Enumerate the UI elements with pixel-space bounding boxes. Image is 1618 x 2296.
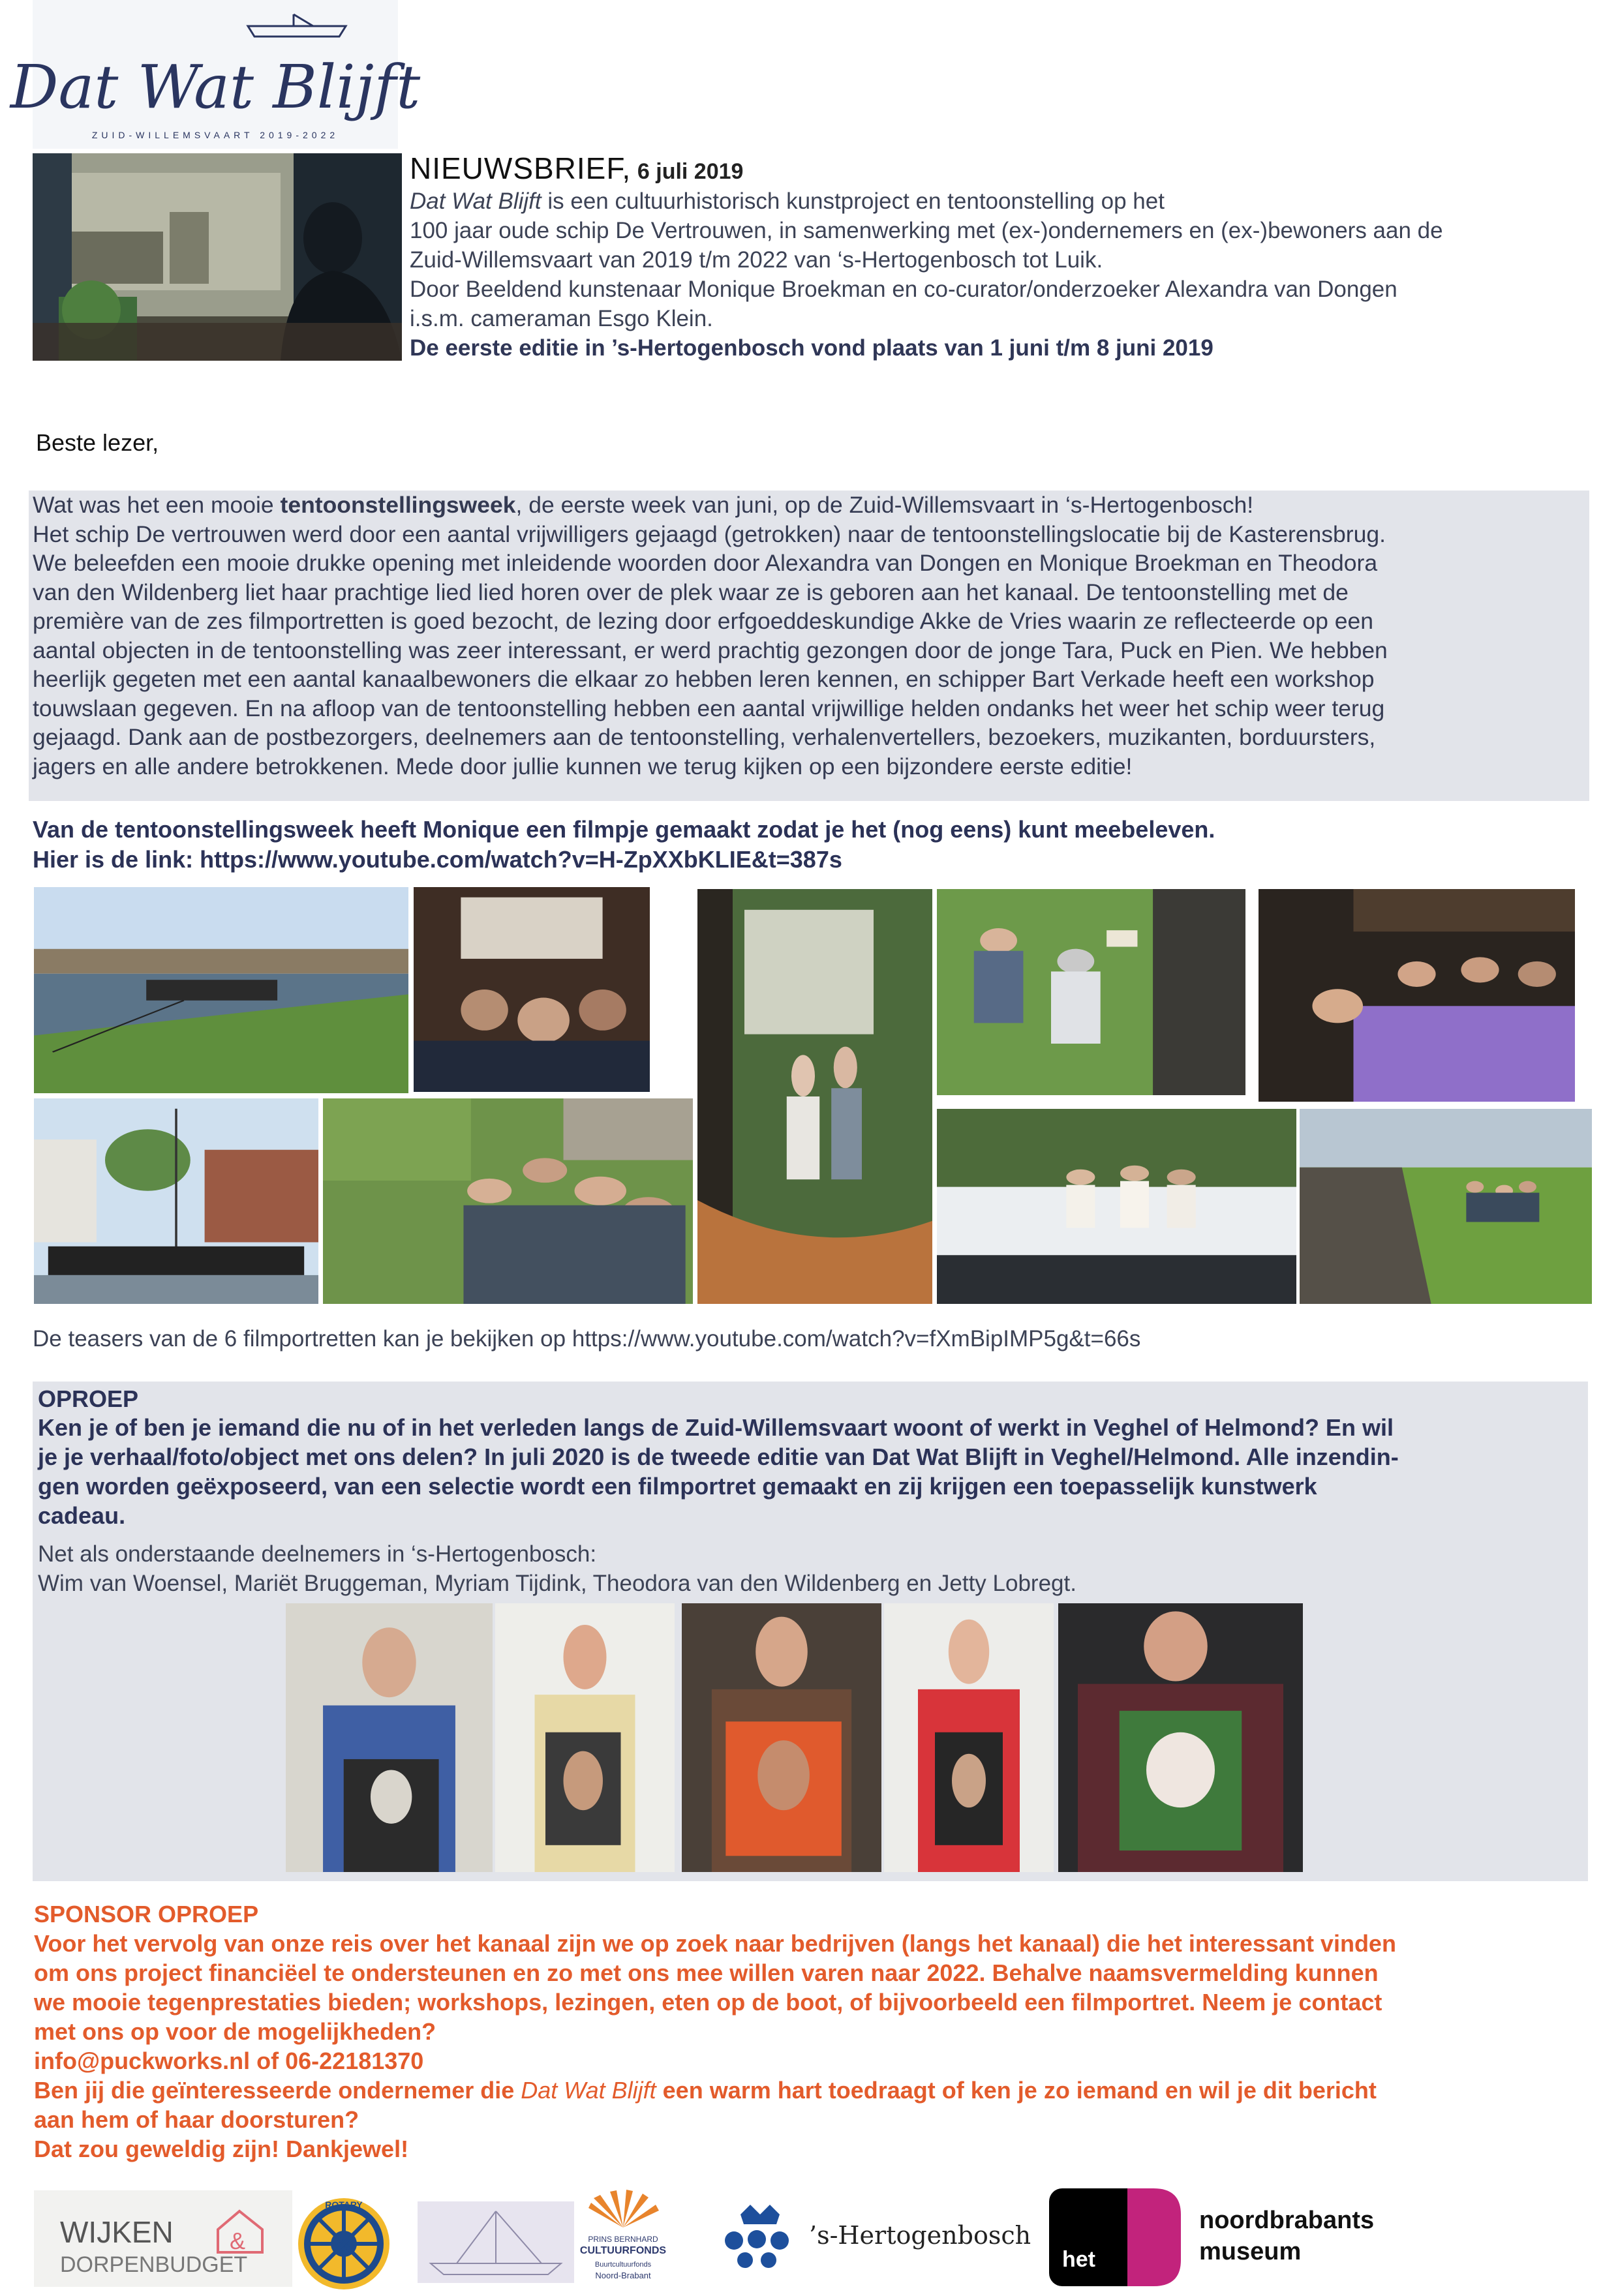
report-line: We beleefden een mooie drukke opening met inleidende woorden door Alexandra van Dongen en Monique Broekman en Theodora [33, 550, 1378, 576]
report-line: gejaagd. Dank aan de postbezorgers, deelnemers aan de tentoonstelling, verhalenvertellers, bezoekers, muzikanten, borduursters, [33, 724, 1376, 750]
museum-het: het [1062, 2247, 1095, 2272]
oproep-line: gen worden geëxposeerd, van een selectie wordt een filmportret gemaakt en zij krijgen een toepasselijk kunstwerk [38, 1473, 1317, 1500]
portrait-participant [286, 1603, 493, 1872]
intro-line-4: Door Beeldend kunstenaar Monique Broekman en co-curator/onderzoeker Alexandra van Dongen [410, 277, 1397, 302]
pb-line3: Buurtcultuurfonds [594, 2261, 652, 2269]
rotary-text: ROTARY [325, 2199, 363, 2210]
logo-wijken-dorpenbudget [34, 2190, 292, 2287]
report-line: Het schip De vertrouwen werd door een aantal vrijwilligers gejaagd (getrokken) naar de tentoonstellingslocatie bij de Kasterensbrug. [33, 521, 1386, 547]
portrait-participant [682, 1603, 881, 1872]
pb-line2: CULTUURFONDS [579, 2245, 667, 2256]
sponsor-line: we mooie tegenprestaties bieden; workshops, lezingen, eten op de boot, of bijvoorbeeld een filmportret. Neem je contact [34, 1989, 1382, 2016]
logo-prins-bernhard-cultuurfonds [568, 2188, 679, 2286]
photo-towing-ship [34, 887, 408, 1093]
portrait-participant [495, 1603, 675, 1872]
wijken-text: WIJKEN [60, 2215, 174, 2249]
participants-names: Wim van Woensel, Mariët Bruggeman, Myriam Tijdink, Theodora van den Wildenberg en Jetty Lobregt. [38, 1571, 1076, 1596]
newsletter-date: 6 juli 2019 [637, 159, 744, 184]
report-line: touwslaan gegeven. En na afloop van de tentoonstelling hebben een aantal vrijwillige helden ondanks het weer het schip weer terug [33, 695, 1385, 721]
intro-block [410, 150, 1597, 363]
sponsor-line: Voor het vervolg van onze reis over het kanaal zijn we op zoek naar bedrijven (langs het kanaal) die het interessant vinden [34, 1930, 1396, 1957]
photo-ship-city [34, 1098, 318, 1304]
oproep-line: je je verhaal/foto/object met ons delen? In juli 2020 is de tweede editie van Dat Wat Blijft in Veghel/Helmond. Alle inzendin- [38, 1443, 1399, 1470]
pb-line4: Noord-Brabant [595, 2271, 651, 2280]
participants-intro: Net als onderstaande deelnemers in ‘s-Hertogenbosch: [38, 1541, 597, 1567]
oproep-body [38, 1413, 1578, 1530]
logo-subtitle: ZUID-WILLEMSVAART 2019-2022 [91, 130, 339, 140]
wijken-amp: & [230, 2228, 246, 2254]
teaser-link[interactable]: De teasers van de 6 filmportretten kan je bekijken op https://www.youtube.com/watch?v=fXmBipIMP5g&t=66s [33, 1326, 1141, 1352]
portrait-participant [1058, 1603, 1303, 1872]
photo-volunteers [1300, 1109, 1592, 1304]
intro-line-3: Zuid-Willemsvaart van 2019 t/m 2022 van ‘s-Hertogenbosch tot Luik. [410, 247, 1103, 273]
exhibition-report [29, 491, 1589, 801]
salutation: Beste lezer, [36, 429, 159, 456]
intro-line-1: is een cultuurhistorisch kunstproject en tentoonstelling op het [541, 189, 1165, 214]
portrait-participant [884, 1603, 1054, 1872]
forward-text: een warm hart toedraagt of ken je zo iemand en wil je dit bericht [656, 2077, 1377, 2104]
museum-line-1: noordbrabants [1199, 2207, 1375, 2234]
report-text: , de eerste week van juni, op de Zuid-Willemsvaart in ‘s-Hertogenbosch! [515, 492, 1254, 518]
forward-project-name: Dat Wat Blijft [521, 2077, 656, 2104]
museum-line-2: museum [1199, 2238, 1302, 2265]
forward-text: Ben jij die geïnteresseerde ondernemer die [34, 2077, 521, 2104]
logo-ship-drawing [418, 2201, 574, 2283]
intro-line-5: i.s.m. cameraman Esgo Klein. [410, 306, 713, 331]
pb-line1: PRINS BERNHARD [588, 2235, 658, 2244]
photo-dinner [1259, 889, 1575, 1102]
newsletter-title: NIEUWSBRIEF, [410, 151, 632, 185]
dorpenbudget-text: DORPENBUDGET [60, 2252, 248, 2277]
sponsor-forward-2: aan hem of haar doorsturen? [34, 2106, 359, 2133]
report-text: Wat was het een mooie [33, 492, 281, 518]
sponsor-closing: Dat zou geweldig zijn! Dankjewel! [34, 2136, 409, 2162]
report-line: van den Wildenberg liet haar prachtige lied lied horen over de plek waar ze is geboren aan het kanaal. De tentoonstelling met de [33, 579, 1349, 605]
sponsor-line: om ons project financiëel te ondersteunen en zo met ons mee willen varen naar 2022. Behalve naamsvermelding kunnen [34, 1959, 1379, 1986]
oproep-line: Ken je of ben je iemand die nu of in het verleden langs de Zuid-Willemsvaart woont of werkt in Veghel of Helmond? En wil [38, 1414, 1394, 1441]
intro-line-6: De eerste editie in ’s-Hertogenbosch vond plaats van 1 juni t/m 8 juni 2019 [410, 335, 1214, 361]
photo-accordion-player [697, 889, 932, 1304]
report-line: jagers en alle andere betrokkenen. Mede door jullie kunnen we terug kijken op een bijzondere eerste editie! [33, 753, 1133, 779]
intro-line-2: 100 jaar oude schip De Vertrouwen, in samenwerking met (ex-)ondernemers en (ex-)bewoners aan de [410, 218, 1443, 243]
museum-name [1199, 2205, 1374, 2267]
report-line: première van de zes filmportretten is goed bezocht, de lezing door erfgoeddeskundige Akke de Vries waarin ze reflecteerde op een [33, 608, 1373, 634]
participants-note [38, 1539, 1578, 1598]
logo-museum-mark [1049, 2188, 1181, 2286]
video-link-block [33, 815, 1585, 875]
video-link[interactable]: Hier is de link: https://www.youtube.com/watch?v=H-ZpXXbKLIE&t=387s [33, 846, 842, 873]
sponsor-section [34, 1899, 1587, 2164]
intro-project-name: Dat Wat Blijft [410, 189, 542, 214]
report-line [29, 491, 1589, 520]
logo-den-bosch-crest [708, 2201, 806, 2273]
report-line: heerlijk gegeten met een aantal kanaalbewoners die elkaar zo hebben leren kennen, en schipper Bart Verkade heeft een workshop [33, 666, 1375, 692]
logo-rotary [295, 2195, 393, 2293]
sponsor-contact[interactable]: info@puckworks.nl of 06-22181370 [34, 2047, 424, 2074]
photo-crowd-bank [323, 1098, 693, 1304]
city-name: ’s-Hertogenbosch [809, 2221, 1031, 2250]
sponsor-line: met ons op voor de mogelijkheden? [34, 2018, 436, 2045]
photo-singers [937, 1109, 1296, 1304]
photo-rope-workshop [937, 889, 1245, 1095]
hero-photo-window [33, 153, 402, 361]
project-logo [10, 0, 421, 149]
report-line: aantal objecten in de tentoonstelling was zeer interessant, er werd prachtig gezongen door de jonge Tara, Puck en Pien. We hebben [33, 637, 1388, 663]
report-highlight: tentoonstellingsweek [280, 492, 516, 518]
logo-wordmark: Dat Wat Blijft [10, 52, 421, 122]
photo-audience-ship [414, 887, 650, 1092]
video-text: Van de tentoonstellingsweek heeft Monique een filmpje gemaakt zodat je het (nog eens) kunt meebeleven. [33, 816, 1215, 843]
oproep-line: cadeau. [38, 1502, 126, 1529]
oproep-heading: OPROEP [38, 1385, 139, 1412]
sponsor-forward [34, 2076, 1587, 2105]
sponsor-heading: SPONSOR OPROEP [34, 1901, 259, 1927]
